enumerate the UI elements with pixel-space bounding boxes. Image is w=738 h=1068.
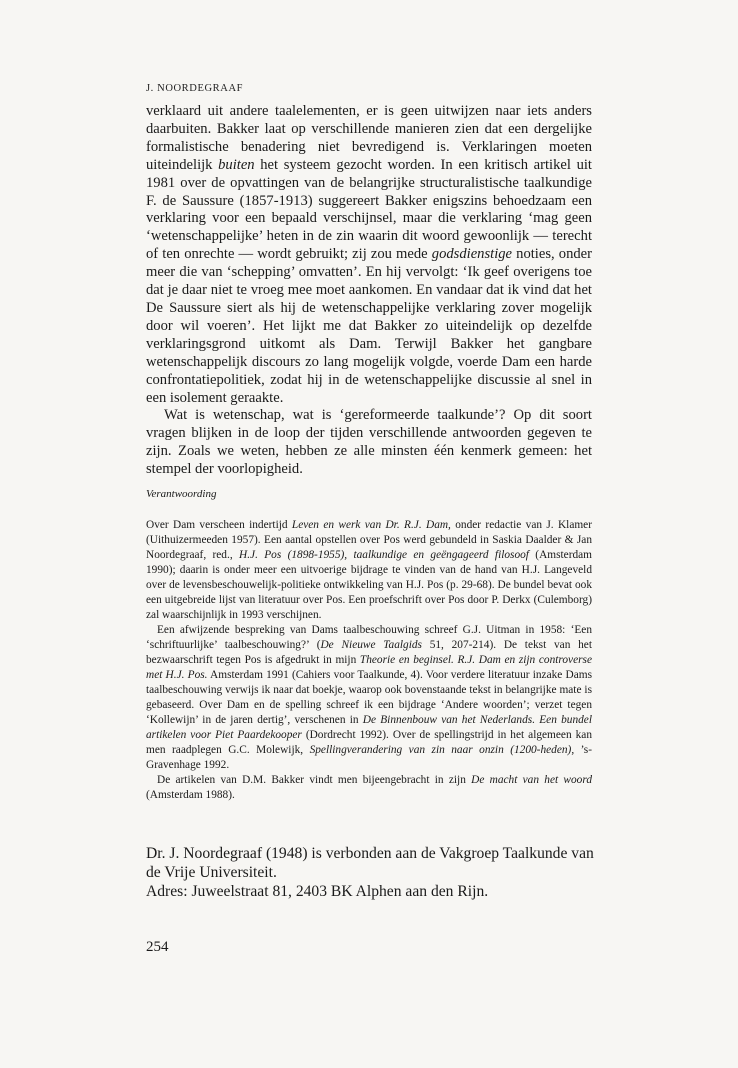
text-run: 51, 207-214). De tekst van het bezwaarschrift tegen Pos is afgedrukt in mijn [146, 639, 592, 666]
text-run: Over Dam verscheen indertijd [146, 519, 292, 531]
note-paragraph [146, 773, 592, 803]
author-affiliation: Dr. J. Noordegraaf (1948) is verbonden aan de Vakgroep Taalkunde van de Vrije Universiteit. [146, 845, 594, 881]
text-run: De artikelen van D.M. Bakker vindt men bijeengebracht in zijn [157, 774, 472, 786]
text-run: Een afwijzende bespreking van Dams taalbeschouwing schreef G.J. Uitman in 1958: ‘Een ‘schriftuurlijke’ taalbeschouwing?’ ( [146, 624, 592, 651]
body-paragraph [146, 103, 592, 407]
text-run: onder redactie van J. Klamer (Uithuizermeeden 1957). Een aantal opstellen over Pos werd gebundeld in Saskia Daalder & Jan Noordegraaf, red., [146, 519, 592, 561]
italic-run: H.J. Pos (1898-1955), taalkundige en geëngageerd filosoof [239, 549, 529, 561]
text-run: noties, onder meer die van ‘schepping’ omvatten’. En hij vervolgt: ‘Ik geef overigens toe dat je daar niet te vroeg mee moet aankomen. En vandaar dat ik vind dat het De Saussure siert als hij de wetenschappelijke verklaring zover mogelijk door wil voeren’. Het lijkt me dat Bakker zo uiteindelijk op dezelfde verklaringsgrond uitkomt als Dam. Terwijl Bakker het gangbare wetenschappelijk discours zo lang mogelijk volgde, voerde Dam een harde confrontatiepolitiek, zodat hij in de wetenschappelijke discussie al snel in een isolement geraakte. [146, 246, 592, 406]
italic-run: De Nieuwe Taalgids [320, 639, 422, 651]
italic-run: De macht van het woord [471, 774, 592, 786]
verantwoording-heading: Verantwoording [146, 488, 217, 500]
note-paragraph [146, 623, 592, 773]
italic-run: De Binnenbouw van het Nederlands. Een bundel artikelen voor Piet Paardekooper [146, 714, 592, 741]
body-paragraph [146, 407, 592, 479]
italic-run: Theorie en beginsel. R.J. Dam en zijn controverse met H.J. Pos. [146, 654, 592, 681]
note-paragraph [146, 518, 592, 623]
italic-run: godsdienstige [431, 246, 513, 263]
italic-run: Spellingverandering van zin naar onzin (1200-heden) [309, 744, 572, 756]
verantwoording-notes [146, 518, 592, 803]
running-head: J. NOORDEGRAAF [146, 83, 244, 94]
text-run: , ’s-Gravenhage 1992. [146, 744, 592, 771]
author-address: Adres: Juweelstraat 81, 2403 BK Alphen aan den Rijn. [146, 883, 489, 900]
text-run: (Dordrecht 1992). Over de spellingstrijd in het algemeen kan men raadplegen G.C. Molewijk, [146, 729, 592, 756]
text-run: (Amsterdam 1988). [146, 789, 235, 801]
text-run: (Amsterdam 1990); daarin is onder meer een uitvoerige bijdrage te vinden van de hand van H.J. Langeveld over de levensbeschouwelijk-politieke ontwikkeling van H.J. Pos (p. 29-68). De bundel bevat ook een uitgebreide lijst van literatuur over Pos. Een proefschrift over Pos door P. Derkx (Culemborg) zal waarschijnlijk in 1993 verschijnen. [146, 549, 593, 621]
text-run: verklaard uit andere taalelementen, er is geen uitwijzen naar iets anders daarbuiten. Bakker laat op verschillende manieren zien dat een dergelijke formalistische benadering niet bevredigend is. Verklaringen moeten uiteindelijk [146, 103, 592, 173]
italic-run: buiten [218, 156, 255, 173]
text-run: Amsterdam 1991 (Cahiers voor Taalkunde, 4). Voor verdere literatuur inzake Dams taalbeschouwing verwijs ik naar dat boekje, waarop ook bovenstaande tekst in belangrijke mate is gebaseerd. Over Dam en de spelling schreef ik een bijdrage ‘Andere woorden’; verzet tegen ‘Kollewijn’ in de jaren dertig’, verschenen in [146, 669, 592, 726]
author-note [146, 844, 606, 901]
main-body-text [146, 103, 592, 479]
text-run: het systeem gezocht worden. In een kritisch artikel uit 1981 over de opvattingen van de belangrijke structuralistische taalkundige F. de Saussure (1857-1913) suggereert Bakker enigszins behoedzaam een verklaring voor een bepaald verschijnsel, maar die verklaring ‘mag geen ‘wetenschappelijke’ heten in de zin waarin dit woord gewoonlijk — terecht of ten onrechte — wordt gebruikt; zij zou mede [146, 156, 592, 263]
italic-run: Leven en werk van Dr. R.J. Dam, [291, 519, 451, 531]
page-number: 254 [146, 939, 169, 955]
text-run: Wat is wetenschap, wat is ‘gereformeerde taalkunde’? Op dit soort vragen blijken in de loop der tijden verschillende antwoorden gegeven te zijn. Zoals we weten, hebben ze alle minsten één kenmerk gemeen: het stempel der voorlopigheid. [146, 407, 592, 478]
